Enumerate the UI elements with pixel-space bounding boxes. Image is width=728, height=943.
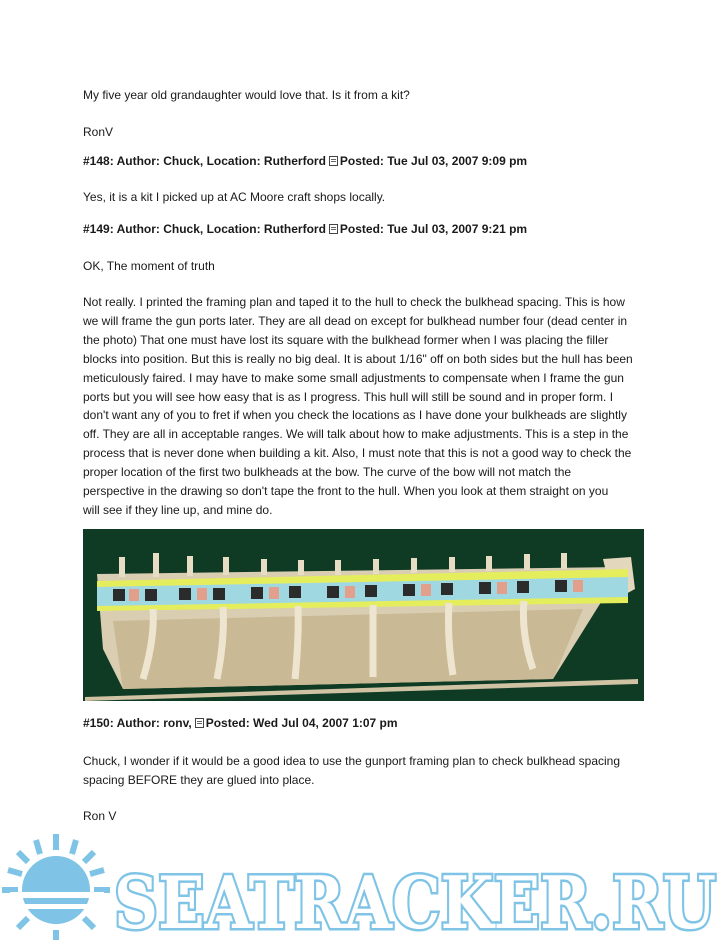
text-line: Not really. I printed the framing plan and taped it to the hull to check the bulkhead spacing. This is how — [83, 295, 625, 309]
post-intro-149: OK, The moment of truth — [83, 259, 215, 273]
post-author: #150: Author: ronv, — [83, 716, 192, 730]
document-icon[interactable] — [329, 156, 338, 166]
text-line: spacing BEFORE they are glued into place. — [83, 772, 315, 787]
post-header-148 — [83, 154, 527, 168]
text-line: ports but you will see how easy that is as I progress. This hull will still be sound and in proper form. I — [83, 389, 614, 404]
text-line: don't want any of you to fret if when you check the locations as I have done your bulkheads are slightly — [83, 408, 627, 423]
post-body-149 — [83, 293, 643, 520]
text-line: the photo) That one must have lost its square with the bulkhead former when I was placing the filler — [83, 332, 609, 347]
sun-icon — [2, 834, 110, 940]
reply-signature: RonV — [83, 125, 114, 139]
post-date: Posted: Tue Jul 03, 2007 9:21 pm — [339, 222, 528, 236]
post-author: #149: Author: Chuck, Location: Rutherford — [83, 222, 326, 236]
text-line: meticulously faired. I may have to make some small adjustments to compensate when I frame the gun — [83, 370, 624, 385]
watermark-text: SEATRACKER.RU — [114, 860, 716, 943]
post-header-149 — [83, 222, 527, 236]
text-line: will see if they line up, and mine do. — [83, 502, 273, 517]
post-date: Posted: Wed Jul 04, 2007 1:07 pm — [205, 716, 398, 730]
text-line: off. They are all in acceptable ranges. We will talk about how to make adjustments. This is a step in the — [83, 427, 629, 442]
text-line: process that is never done when building a kit. Also, I must note that this is not a good way to check the — [83, 446, 632, 461]
post-body-148: Yes, it is a kit I picked up at AC Moore craft shops locally. — [83, 190, 386, 204]
document-icon[interactable] — [329, 224, 338, 234]
post-header-150 — [83, 716, 398, 730]
text-line: blocks into position. But this is really no big deal. It is about 1/16" off on both sides but the hull has been — [83, 351, 633, 366]
text-line: proper location of the first two bulkheads at the bow. The curve of the bow will not match the — [83, 465, 572, 480]
post-date: Posted: Tue Jul 03, 2007 9:09 pm — [339, 154, 528, 168]
hull-photo — [83, 529, 644, 701]
post-author: #148: Author: Chuck, Location: Rutherford — [83, 154, 326, 168]
post-signature-150: Ron V — [83, 809, 117, 823]
document-icon[interactable] — [195, 718, 204, 728]
post-body-150 — [83, 752, 643, 790]
reply-body: My five year old grandaughter would love that. Is it from a kit? — [83, 88, 410, 102]
text-line: perspective in the drawing so don't tape the front to the hull. When you look at them straight on you — [83, 484, 609, 499]
text-line: Chuck, I wonder if it would be a good idea to use the gunport framing plan to check bulkhead spacing — [83, 754, 621, 768]
text-line: we will frame the gun ports later. They are all dead on except for bulkhead number four (dead center in — [83, 313, 628, 328]
watermark — [0, 832, 728, 943]
